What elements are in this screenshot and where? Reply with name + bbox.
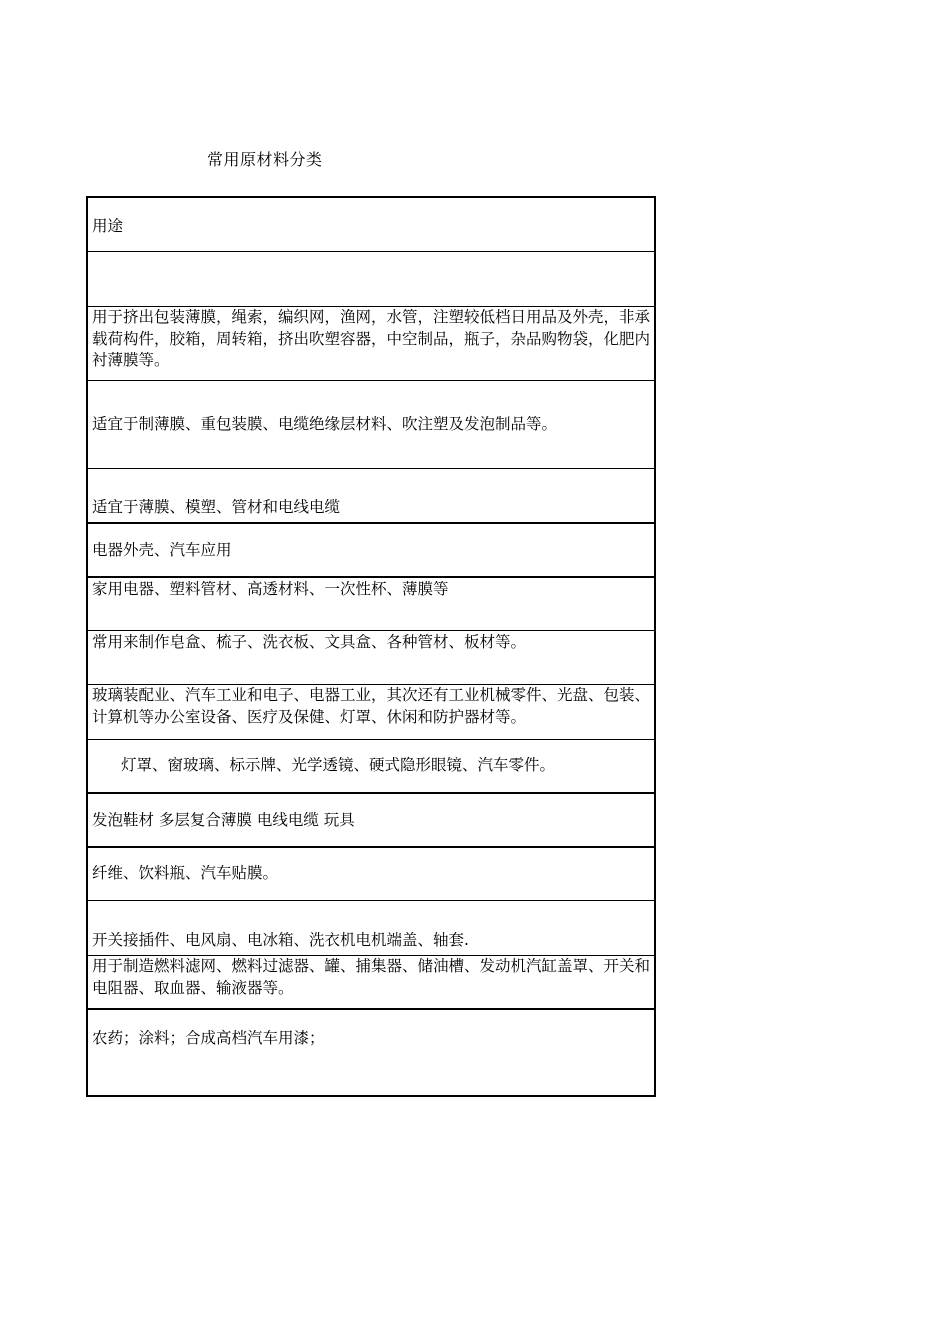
table-row (88, 684, 654, 739)
table-cell-usage: 电器外壳、汽车应用 (92, 541, 232, 559)
table-cell-usage: 玻璃装配业、汽车工业和电子、电器工业，其次还有工业机械零件、光盘、包装、计算机等办公室设备、医疗及保健、灯罩、休闲和防护器材等。 (92, 686, 651, 726)
table-row (88, 792, 654, 846)
table-row (88, 522, 654, 576)
table-row (88, 900, 654, 955)
table-cell-usage: 纤维、饮料瓶、汽车贴膜。 (92, 864, 279, 882)
table-cell-usage: 农药；涂料；合成高档汽车用漆； (92, 1029, 325, 1047)
table-row (88, 251, 654, 306)
table-header-usage: 用途 (92, 217, 124, 235)
table-cell-usage: 用于制造燃料滤网、燃料过滤器、罐、捕集器、储油槽、发动机汽缸盖罩、开关和电阻器、取血器、输液器等。 (92, 957, 651, 997)
table-row (88, 739, 654, 792)
table-row (88, 380, 654, 468)
table-row (88, 846, 654, 900)
table-cell-usage: 灯罩、窗玻璃、标示牌、光学透镜、硬式隐形眼镜、汽车零件。 (121, 756, 556, 774)
page-title: 常用原材料分类 (207, 150, 323, 169)
table-row (88, 468, 654, 522)
materials-usage-table (86, 196, 656, 1097)
table-cell-usage: 家用电器、塑料管材、高透材料、一次性杯、薄膜等 (92, 580, 449, 598)
table-cell-usage: 适宜于薄膜、模塑、管材和电线电缆 (92, 498, 341, 516)
table-header-row (88, 198, 654, 251)
table-cell-usage: 发泡鞋材 多层复合薄膜 电线电缆 玩具 (92, 811, 355, 829)
table-cell-usage: 常用来制作皂盒、梳子、洗衣板、文具盒、各种管材、板材等。 (92, 633, 527, 651)
table-cell-usage: 适宜于制薄膜、重包装膜、电缆绝缘层材料、吹注塑及发泡制品等。 (92, 415, 558, 433)
table-row (88, 306, 654, 380)
table-row (88, 576, 654, 630)
table-row (88, 955, 654, 1008)
table-cell-usage: 开关接插件、电风扇、电冰箱、洗衣机电机端盖、轴套. (92, 931, 469, 949)
table-cell-usage: 用于挤出包装薄膜，绳索，编织网，渔网，水管，注塑较低档日用品及外壳，非承载荷构件，胶箱，周转箱，挤出吹塑容器，中空制品，瓶子，杂品购物袋，化肥内衬薄膜等。 (92, 308, 651, 369)
table-row (88, 1008, 654, 1095)
table-row (88, 630, 654, 684)
